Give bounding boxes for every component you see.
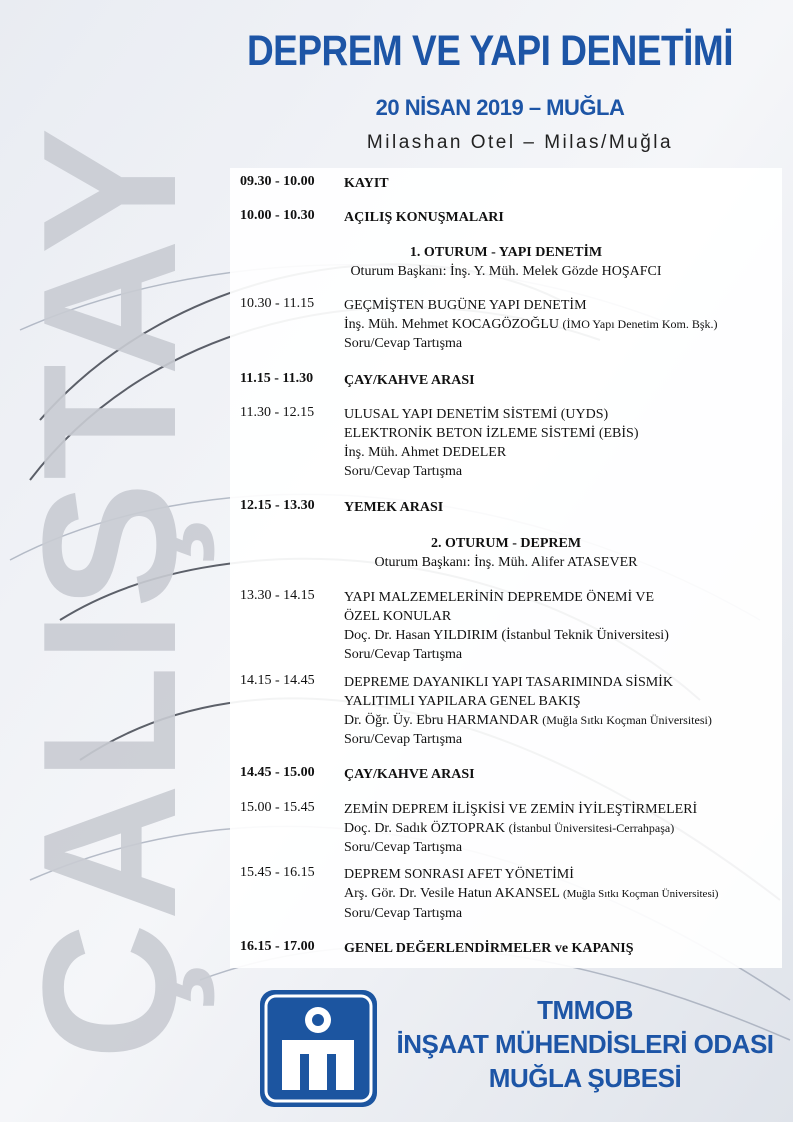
affiliation: (İMO Yapı Denetim Kom. Bşk.) bbox=[562, 317, 718, 331]
speaker: Doç. Dr. Hasan YILDIRIM bbox=[344, 628, 498, 643]
org-line-3: MUĞLA ŞUBESİ bbox=[488, 1063, 682, 1093]
org-line-2: İNŞAAT MÜHENDİSLERİ ODASI bbox=[396, 1029, 774, 1059]
talk-title: ÖZEL KONULAR bbox=[344, 609, 452, 624]
talk-details bbox=[344, 296, 780, 353]
affiliation: (Muğla Sıtkı Koçman Üniversitesi) bbox=[542, 713, 712, 727]
org-line-1: TMMOB bbox=[537, 995, 633, 1025]
time: 15.00 - 15.45 bbox=[240, 800, 315, 815]
imo-logo-mark-icon bbox=[260, 990, 377, 1107]
time: 13.30 - 14.15 bbox=[240, 588, 315, 603]
qa: Soru/Cevap Tartışma bbox=[344, 336, 463, 351]
talk-speaker-line bbox=[344, 626, 780, 645]
talk-speaker-line bbox=[344, 884, 780, 904]
talk-title: GEÇMİŞTEN BUGÜNE YAPI DENETİM bbox=[344, 298, 587, 313]
talk-speaker-line bbox=[344, 315, 780, 334]
page-title: DEPREM VE YAPI DENETİMİ bbox=[246, 26, 734, 75]
event-venue: Milashan Otel – Milas/Muğla bbox=[366, 132, 674, 153]
time: 10.30 - 11.15 bbox=[240, 296, 315, 311]
item-text: GENEL DEĞERLENDİRMELER ve KAPANIŞ bbox=[344, 941, 634, 956]
item-text: ÇAY/KAHVE ARASI bbox=[344, 373, 475, 388]
talk-details bbox=[344, 800, 780, 857]
item-text: ÇAY/KAHVE ARASI bbox=[344, 767, 475, 782]
time: 11.15 - 11.30 bbox=[240, 371, 314, 386]
talk-title: DEPREME DAYANIKLI YAPI TASARIMINDA SİSMİK bbox=[344, 675, 673, 690]
talk-title: ELEKTRONİK BETON İZLEME SİSTEMİ (EBİS) bbox=[344, 426, 639, 441]
affiliation: (İstanbul Teknik Üniversitesi) bbox=[501, 628, 669, 643]
event-date: 20 NİSAN 2019 – MUĞLA bbox=[375, 95, 625, 120]
qa: Soru/Cevap Tartışma bbox=[344, 906, 463, 921]
speaker: Doç. Dr. Sadık ÖZTOPRAK bbox=[344, 821, 506, 836]
talk-title: YALITIMLI YAPILARA GENEL BAKIŞ bbox=[344, 694, 581, 709]
item-text: YEMEK ARASI bbox=[344, 500, 444, 515]
time: 14.15 - 14.45 bbox=[240, 673, 315, 688]
talk-speaker-line bbox=[344, 711, 780, 730]
talk-details bbox=[344, 405, 780, 481]
qa: Soru/Cevap Tartışma bbox=[344, 732, 463, 747]
qa: Soru/Cevap Tartışma bbox=[344, 464, 463, 479]
affiliation: (İstanbul Üniversitesi-Cerrahpaşa) bbox=[508, 821, 675, 835]
time: 15.45 - 16.15 bbox=[240, 865, 315, 880]
affiliation: (Muğla Sıtkı Koçman Üniversitesi) bbox=[562, 888, 719, 900]
time: 14.45 - 15.00 bbox=[240, 765, 315, 780]
talk-speaker-line bbox=[344, 819, 780, 838]
speaker: Arş. Gör. Dr. Vesile Hatun AKANSEL bbox=[344, 886, 560, 901]
time: 16.15 - 17.00 bbox=[240, 939, 315, 954]
talk-details bbox=[344, 865, 780, 923]
speaker: Dr. Öğr. Üy. Ebru HARMANDAR bbox=[344, 713, 539, 728]
talk-title: DEPREM SONRASI AFET YÖNETİMİ bbox=[344, 867, 574, 882]
item-text: AÇILIŞ KONUŞMALARI bbox=[344, 210, 504, 225]
time: 10.00 - 10.30 bbox=[240, 208, 315, 223]
time: 12.15 - 13.30 bbox=[240, 498, 315, 513]
imo-logo bbox=[260, 990, 377, 1107]
talk-title: ZEMİN DEPREM İLİŞKİSİ VE ZEMİN İYİLEŞTİRMELERİ bbox=[344, 802, 698, 817]
talk-title: ULUSAL YAPI DENETİM SİSTEMİ (UYDS) bbox=[344, 407, 609, 422]
speaker: İnş. Müh. Ahmet DEDELER bbox=[344, 445, 507, 460]
calistay-vertical-title: ÇALIŞTAY bbox=[4, 125, 216, 1060]
qa: Soru/Cevap Tartışma bbox=[344, 647, 463, 662]
qa: Soru/Cevap Tartışma bbox=[344, 840, 463, 855]
item-text: KAYIT bbox=[344, 176, 389, 191]
talk-details bbox=[344, 588, 780, 664]
time: 11.30 - 12.15 bbox=[240, 405, 315, 420]
session-2-chair: Oturum Başkanı: İnş. Müh. Alifer ATASEVER bbox=[374, 555, 638, 570]
session-2-title: 2. OTURUM - DEPREM bbox=[430, 536, 582, 551]
speaker: İnş. Müh. Mehmet KOCAGÖZOĞLU bbox=[344, 317, 560, 332]
talk-details bbox=[344, 673, 780, 749]
talk-title: YAPI MALZEMELERİNİN DEPREMDE ÖNEMİ VE bbox=[344, 590, 655, 605]
session-1-chair: Oturum Başkanı: İnş. Y. Müh. Melek Gözde HOŞAFCI bbox=[350, 264, 662, 279]
session-1-title: 1. OTURUM - YAPI DENETİM bbox=[409, 245, 603, 260]
program-panel bbox=[230, 168, 782, 968]
time: 09.30 - 10.00 bbox=[240, 174, 315, 189]
organization-name bbox=[395, 993, 775, 1095]
